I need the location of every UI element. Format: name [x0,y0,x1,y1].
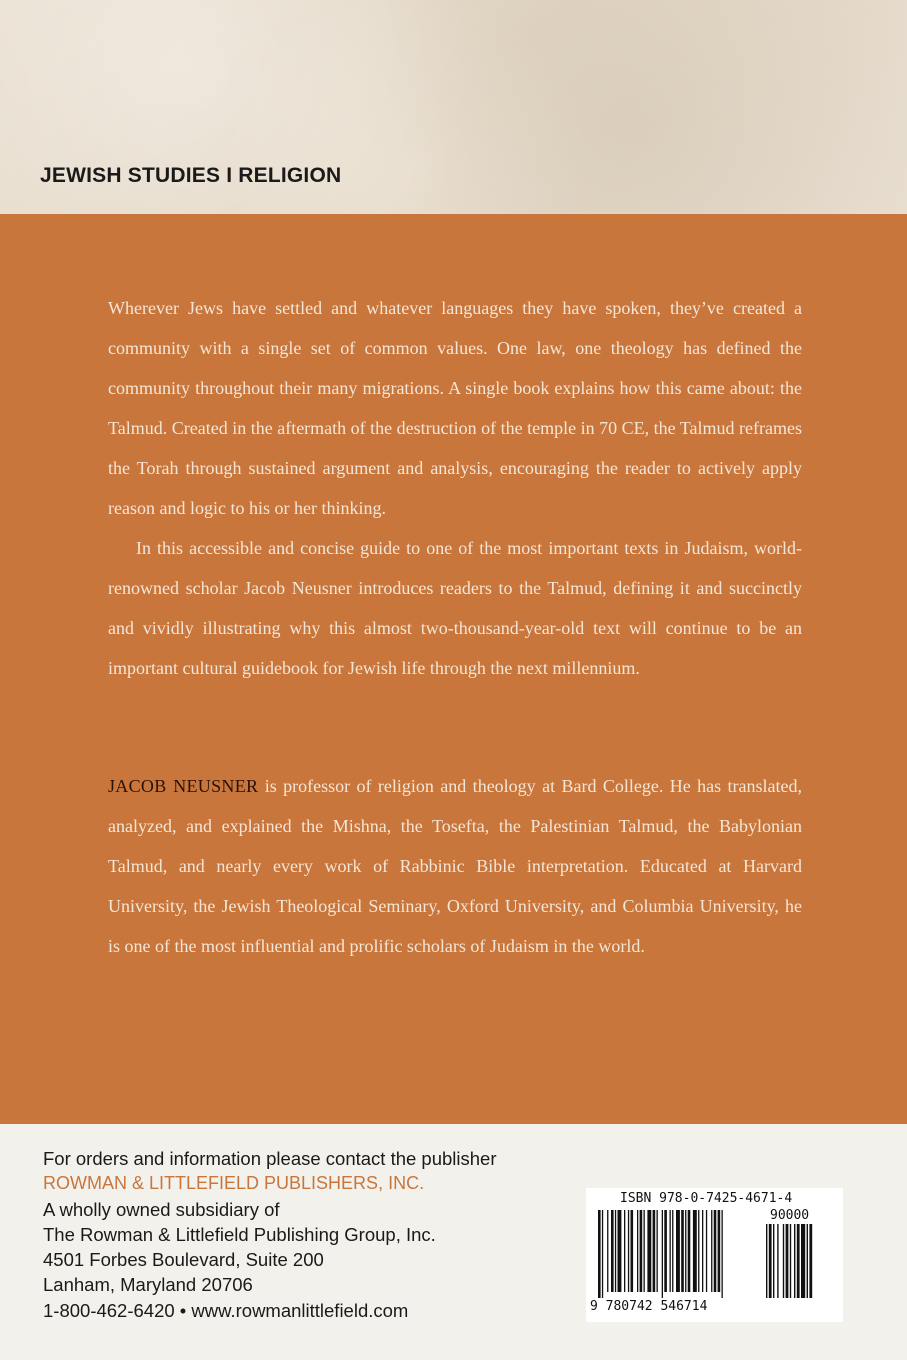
barcode-bar [662,1210,663,1298]
barcode-bar [647,1210,651,1292]
description-paragraph-1: Wherever Jews have settled and whatever languages they have spoken, they’ve created a community with a single set of common values. One law, one theology has defined the community throughout their many migrations. A single book explains how this came about: the Talmud. Created in the aftermath of the destruction of the temple in 70 CE, the Talmud reframes the Torah through sustained argument and analysis, encouraging the reader to actively apply reason and logic to his or her thinking. [108,298,802,518]
barcode-bar [685,1210,686,1292]
barcode-bar [718,1210,721,1292]
barcode-bar [711,1210,712,1292]
barcode-addon-bar [766,1224,767,1298]
barcode-addon-bar [773,1224,774,1298]
author-bio-text: is professor of religion and theology at Bard College. He has translated, analyzed, and explained the Mishna, the Tosefta, the Palestinian Talmud, the Babylonian Talmud, and nearly every work of Rabbinic Bible interpretation. Educated at Harvard University, the Jewish Theological Seminary, Oxford University, and Columbia University, he is one of the most influential and prolific scholars of Judaism in the world. [108,776,802,956]
barcode-bar [628,1210,629,1292]
barcode-bar [698,1210,699,1292]
barcode-addon-bar [801,1224,805,1298]
barcode-addon-bar [797,1224,800,1298]
category-label: JEWISH STUDIES I RELIGION [40,164,342,187]
barcode-bar [624,1210,625,1292]
barcode-bar [688,1210,691,1292]
publisher-info [43,1146,497,1323]
barcode-bar [618,1210,622,1292]
barcode-bar [602,1210,603,1298]
barcode-addon-bar [809,1224,812,1298]
publisher-name: ROWMAN & LITTLEFIELD PUBLISHERS, INC. [43,1173,425,1194]
barcode-bar [714,1210,717,1292]
barcode-bar [637,1210,638,1292]
barcode-addon-number: 90000 [770,1208,810,1223]
publisher-group: The Rowman & Littlefield Publishing Group, Inc. [43,1223,436,1245]
author-bio [108,766,802,966]
ean-number: 9 780742 546714 [590,1299,708,1314]
barcode-bar [664,1210,667,1292]
barcode-addon-bar [783,1224,784,1298]
author-bio-paragraph [108,766,802,966]
publisher-address-2: Lanham, Maryland 20706 [43,1274,253,1296]
barcode-addon-bar [807,1224,808,1298]
barcode-addon-bar [777,1224,778,1298]
isbn-text: ISBN 978-0-7425-4671-4 [620,1191,793,1206]
barcode-addon-bar [794,1224,795,1298]
barcode-bar [644,1210,645,1292]
barcode-bar [676,1210,680,1292]
barcode-bar [672,1210,673,1292]
publisher-contact: 1-800-462-6420 • www.rowmanlittlefield.com [43,1299,409,1321]
barcode-bar [722,1210,723,1298]
barcode-addon-bar [790,1224,791,1298]
barcode-bar [598,1210,601,1298]
barcode-bar [670,1210,671,1292]
description-paragraph-2: In this accessible and concise guide to one of the most important texts in Judaism, world-renowned scholar Jacob Neusner introduces readers to the Talmud, defining it and succinctly and vividly illustrating why this almost two-thousand-year-old text will continue to be an important cultural guidebook for Jewish life through the next millennium. [108,538,802,678]
publisher-subsidiary: A wholly owned subsidiary of [43,1198,280,1220]
barcode-icon [590,1208,840,1300]
barcode-bar [653,1210,656,1292]
barcode-bar [657,1210,658,1292]
author-name: JACOB NEUSNER [108,776,259,796]
barcode-bar [681,1210,684,1292]
barcode-bar [611,1210,614,1292]
book-description [108,288,802,688]
barcode-addon-bar [786,1224,789,1298]
barcode-bar [702,1210,703,1292]
barcode-bar [615,1210,616,1292]
barcode-bar [607,1210,608,1292]
barcode-bar [706,1210,707,1292]
publisher-intro: For orders and information please contact the publisher [43,1148,497,1169]
barcode-bar [640,1210,643,1292]
barcode-addon-bar [769,1224,772,1298]
barcode-bar [693,1210,697,1292]
publisher-address-1: 4501 Forbes Boulevard, Suite 200 [43,1249,324,1271]
barcode-bar [631,1210,634,1292]
